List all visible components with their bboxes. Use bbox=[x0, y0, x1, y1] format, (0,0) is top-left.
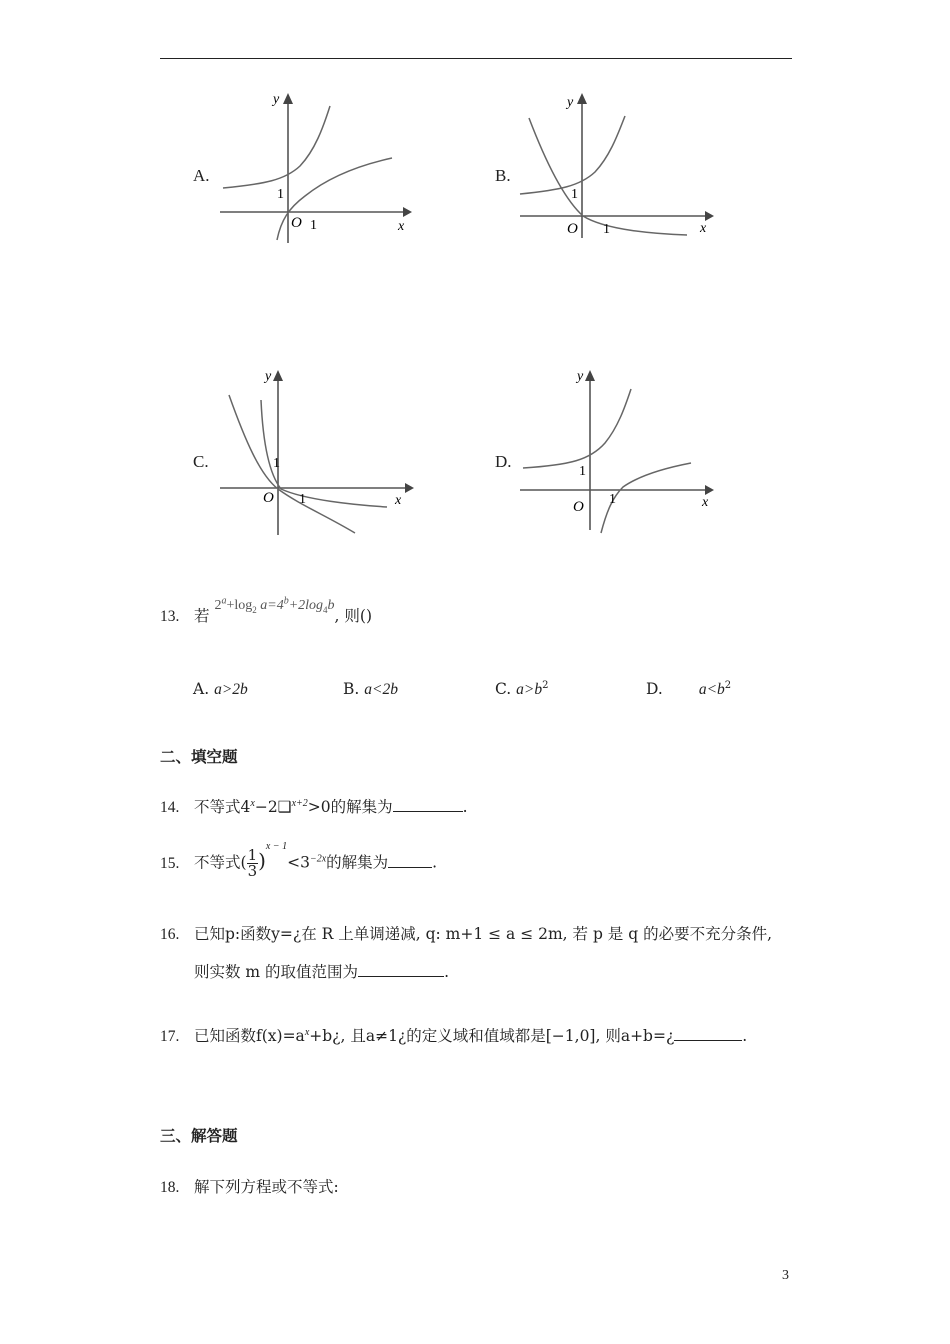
y-label: y bbox=[577, 369, 584, 384]
y-label: y bbox=[265, 369, 272, 384]
origin-label: O bbox=[573, 499, 584, 515]
graph-a-label: A. bbox=[193, 166, 210, 185]
origin-label: O bbox=[263, 490, 274, 506]
y-tick-1: 1 bbox=[277, 187, 284, 202]
exp-curve bbox=[520, 116, 625, 194]
q13-suffix: , 则() bbox=[334, 607, 372, 625]
y-arrow-icon bbox=[273, 370, 283, 381]
q13-option-a: A. a>2b bbox=[193, 680, 248, 698]
x-tick-1: 1 bbox=[299, 492, 306, 507]
x-arrow-icon bbox=[405, 483, 414, 493]
question-16-line2: 则实数 m 的取值范围为 . bbox=[194, 963, 449, 981]
decay-curve bbox=[529, 118, 687, 235]
x-label: x bbox=[395, 493, 402, 508]
x-arrow-icon bbox=[705, 211, 714, 221]
question-17: 17. 已知函数$f(x)=a^x+b¿$, 且a≠1¿的定义域和值域都是[−1,0], 则a+b=¿ . bbox=[160, 1026, 748, 1045]
y-arrow-icon bbox=[577, 93, 587, 104]
x-tick-1: 1 bbox=[609, 492, 616, 507]
origin-label: O bbox=[291, 215, 302, 231]
y-arrow-icon bbox=[283, 93, 293, 104]
y-tick-1: 1 bbox=[273, 456, 280, 471]
y-label: y bbox=[567, 95, 574, 110]
graph-a bbox=[215, 88, 425, 248]
x-arrow-icon bbox=[403, 207, 412, 217]
answer-blank[interactable] bbox=[358, 962, 444, 977]
exp-curve bbox=[223, 106, 330, 188]
graph-d bbox=[515, 365, 725, 540]
x-label: x bbox=[702, 495, 709, 510]
graph-d-label: D. bbox=[495, 452, 512, 471]
question-15: 15. 不等式( $\frac{1}{3}$ )$^{x - 1}<3^{-2x}$的解集为 . bbox=[160, 841, 438, 880]
x-tick-1: 1 bbox=[310, 218, 317, 233]
answer-blank[interactable] bbox=[388, 853, 432, 868]
q13-prefix: 若 bbox=[194, 607, 210, 625]
answer-blank[interactable] bbox=[674, 1026, 742, 1041]
x-label: x bbox=[398, 219, 405, 234]
question-16: 16. 已知p:函数y=¿在 R 上单调递减, q: m+1 ≤ a ≤ 2m, 若 p 是 q 的必要不充分条件, bbox=[160, 925, 773, 943]
x-label: x bbox=[700, 221, 707, 236]
q13-formula: $2^a+\log_2$ $a=4^b+2\log_4b$ bbox=[214, 595, 335, 615]
graph-c bbox=[215, 365, 425, 540]
question-18: 18. 解下列方程或不等式: bbox=[160, 1178, 339, 1196]
graph-b-label: B. bbox=[495, 166, 511, 185]
origin-label: O bbox=[567, 221, 578, 237]
q13-option-b: B. a<2b bbox=[343, 680, 398, 698]
answer-blank[interactable] bbox=[393, 797, 463, 812]
q13-option-d: D. $a<b^2$ bbox=[646, 680, 732, 699]
section-solve-title: 三、解答题 bbox=[160, 1126, 238, 1145]
page-number: 3 bbox=[782, 1268, 789, 1283]
graph-c-label: C. bbox=[193, 452, 209, 471]
header-rule bbox=[160, 58, 792, 59]
x-tick-1: 1 bbox=[603, 222, 610, 237]
decay-curve-1 bbox=[229, 395, 355, 533]
question-14: 14. 不等式$4^x-2❑^{x+2}>0$的解集为 . bbox=[160, 797, 468, 816]
y-tick-1: 1 bbox=[571, 187, 578, 202]
graph-b bbox=[515, 88, 725, 248]
exp-curve bbox=[523, 389, 631, 468]
section-fill-in-title: 二、填空题 bbox=[160, 747, 238, 766]
question-number: 13. bbox=[160, 608, 180, 625]
question-13 bbox=[160, 595, 372, 627]
y-tick-1: 1 bbox=[579, 464, 586, 479]
x-arrow-icon bbox=[705, 485, 714, 495]
y-arrow-icon bbox=[585, 370, 595, 381]
fraction: $\frac{1}{3}$ bbox=[247, 846, 258, 880]
y-label: y bbox=[273, 92, 280, 107]
q13-option-c: C. $a>b^2$ bbox=[495, 680, 549, 699]
